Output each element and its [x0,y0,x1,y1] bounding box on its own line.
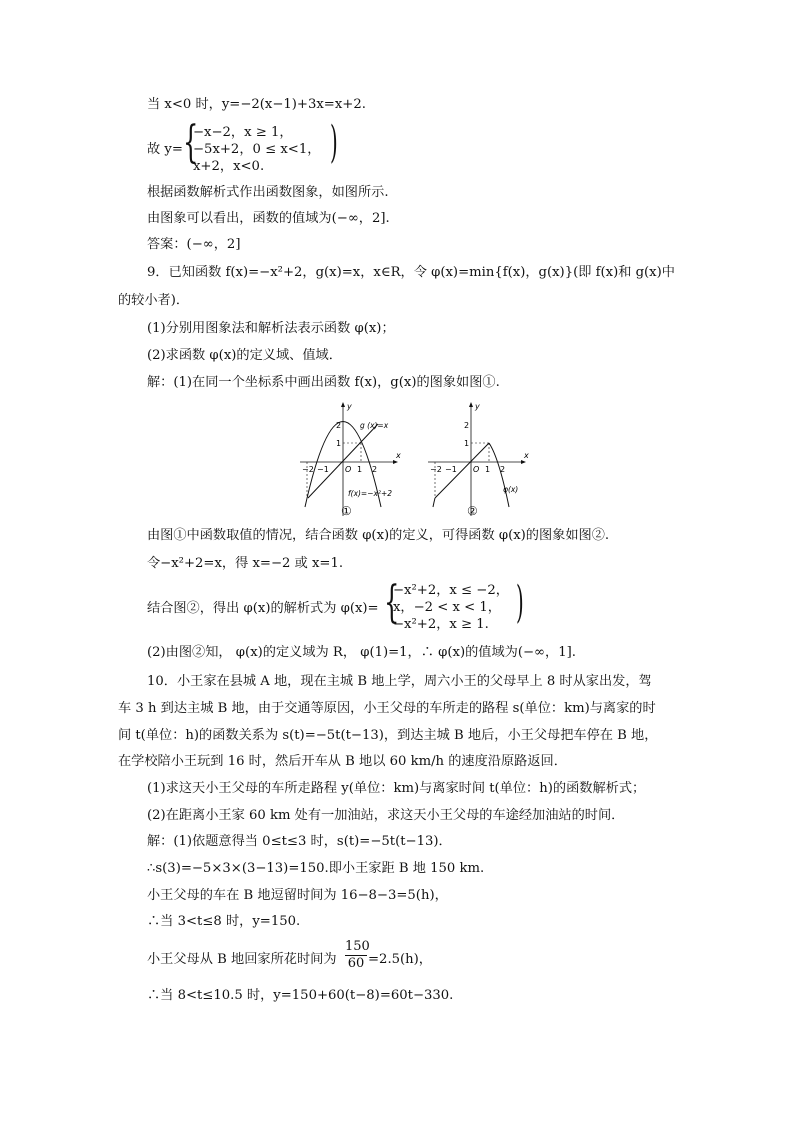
fig2-phi-label: φ(x) [503,485,519,494]
fig1-x-label: x [396,451,401,460]
q9-part2: (2)求函数 φ(x)的定义域、值域． [147,348,342,363]
figure-2 [424,398,534,520]
fig2-phi-left-branch [433,498,435,507]
fig2-tick-2: 2 [500,465,506,474]
fig2-tick-neg2: −2 [430,465,442,474]
figure-1-caption: ① [341,504,352,518]
q9-solution-line3: 令−x²+2=x，得 x=−2 或 x=1. [147,556,344,571]
fraction-numerator: 150 [345,939,370,954]
fig2-phi-middle-line [435,443,489,498]
fig1-x-arrow [393,460,398,464]
phi-case-1: −x²+2，x ≤ −2， [393,583,509,598]
q10-solution-line4: ∴当 3<t≤8 时，y=150. [147,914,301,929]
fig2-phi-right-branch [489,443,509,507]
piecewise-phi-prefix: 结合图②，得出 φ(x)的解析式为 φ(x)= [147,601,379,616]
fig2-ytick-1: 1 [464,439,470,448]
fig2-ytick-2: 2 [464,421,470,430]
phi-right-paren: ) [516,577,524,628]
fig2-origin: O [473,465,480,474]
fig1-tick-2: 2 [372,465,378,474]
q9-part1: (1)分别用图象法和解析法表示函数 φ(x)； [147,321,395,336]
fig1-tick-neg1: −1 [317,465,329,474]
q10-part2: (2)在距离小王家 60 km 处有一加油站，求这天小王父母的车途经加油站的时间． [147,808,625,823]
q10-solution-line5-suffix: =2.5(h)， [368,952,432,967]
q9-solution-line1: 解：(1)在同一个坐标系中画出函数 f(x)，g(x)的图象如图①. [147,375,500,390]
fig2-tick-neg1: −1 [445,465,457,474]
q10-solution-line2: ∴s(3)=−5×3×(3−13)=150.即小王家距 B 地 150 km. [147,861,485,876]
phi-left-brace: { [384,577,400,628]
q9-solution-line2: 由图①中函数取值的情况，结合函数 φ(x)的定义，可得函数 φ(x)的图象如图②. [147,528,610,543]
fig1-tick-1: 1 [357,465,363,474]
fraction-150-over-60 [345,939,370,971]
q10-solution-line1: 解：(1)依题意得当 0≤t≤3 时，s(t)=−5t(t−13)． [147,834,452,849]
q10-stem-line3: 间 t(单位：h)的函数关系为 s(t)=−5t(t−13)，到达主城 B 地后，小王父母把车停在 B 地， [118,728,658,743]
left-brace: { [183,117,199,168]
case-1: −x−2，x ≥ 1， [193,125,293,140]
answer-line: 答案：(−∞，2] [147,237,241,252]
fig1-y-arrow [341,402,345,407]
fig2-x-label: x [524,451,529,460]
q10-solution-line5-prefix: 小王父母从 B 地回家所花时间为 [147,952,337,967]
fig2-x-arrow [521,460,526,464]
solution-line-graph: 根据函数解析式作出函数图象，如图所示. [147,185,389,200]
phi-case-3: −x²+2，x ≥ 1. [393,617,489,632]
q10-solution-line3: 小王父母的车在 B 地逗留时间为 16−8−3=5(h)， [147,888,448,903]
piecewise-y-prefix: 故 y= [147,142,183,157]
q10-stem-line1: 10．小王家在县城 A 地，现在主城 B 地上学，周六小王的父母早上 8 时从家出发，驾 [147,674,652,689]
q10-part1: (1)求这天小王父母的车所走路程 y(单位：km)与离家时间 t(单位：h)的函数解析式； [147,781,646,796]
fig1-f-label: f(x)=−x²+2 [348,489,393,498]
q9-stem-line2: 的较小者)． [118,293,190,308]
fig2-y-arrow [469,402,473,407]
fig1-y-label: y [347,402,352,411]
fig2-tick-1: 1 [485,465,491,474]
fig1-g-label: g (x)=x [360,421,389,430]
fig1-origin: O [345,465,352,474]
fraction-denominator: 60 [347,956,365,971]
fig1-ytick-1: 1 [336,439,342,448]
q9-stem-line1: 9．已知函数 f(x)=−x²+2，g(x)=x，x∈R，令 φ(x)=min{f(x)，g(x)}(即 f(x)和 g(x)中 [147,265,675,280]
fig2-y-label: y [475,402,480,411]
q10-solution-line6: ∴当 8<t≤10.5 时，y=150+60(t−8)=60t−330. [147,988,454,1003]
solution-line-x-negative: 当 x<0 时，y=−2(x−1)+3x=x+2. [147,97,366,112]
fig1-ytick-2: 2 [336,421,342,430]
right-paren: ) [330,117,338,168]
figure-2-caption: ② [467,504,478,518]
solution-line-range: 由图象可以看出，函数的值域为(−∞，2]. [147,211,390,226]
q10-stem-line2: 车 3 h 到达主城 B 地，由于交通等原因，小王父母的车所走的路程 s(单位：km)与离家的时 [118,701,656,716]
case-3: x+2，x<0. [193,159,265,174]
case-2: −5x+2，0 ≤ x<1， [193,142,321,157]
fig1-tick-neg2: −2 [302,465,314,474]
phi-case-2: x，−2 < x < 1， [393,600,501,615]
q10-stem-line4: 在学校陪小王玩到 16 时，然后开车从 B 地以 60 km/h 的速度沿原路返回． [118,754,567,769]
q9-solution-part2: (2)由图②知， φ(x)的定义域为 R， φ(1)=1，∴ φ(x)的值域为(−∞，1]. [147,645,576,660]
